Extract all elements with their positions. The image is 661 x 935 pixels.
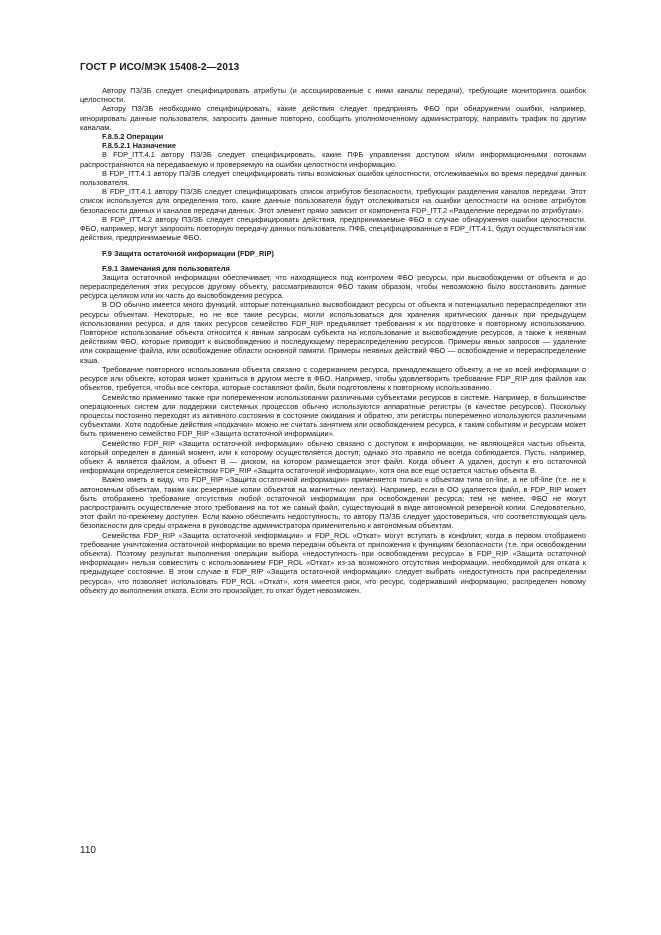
paragraph: Семейство применимо также при попеременном использовании различными субъектами ресурсов в системе. Например, в большинстве операционных систем для поддержки системных процессов обычно используются аппаратные регистры (в качестве ресурсов). Поскольку процессы постоянно переходят из активного состояния в состояние ожидания и обратно, эти регистры попеременно используются различными субъектами. Хотя подобные действия «подкачки» можно не считать занятием или освобождением ресурса, к таким событиям и ресурсам может быть применено семейство FDP_RIP «Защита остаточной информации». (80, 392, 586, 439)
paragraph: Семейство FDP_RIP «Защита остаточной информации» обычно связано с доступом к информации, не являющейся частью объекта, который определен в данный момент, или к которому осуществляется доступ; однако это правило не всегда соблюдается. Пусть, например, объект А является файлом, а объект В — диском, на котором размещается этот файл. Когда объект А удален, доступ к его остаточной информации определяется семейством FDP_RIP «Защита остаточной информации», хотя она все еще остается частью объекта В. (80, 438, 586, 476)
paragraph: Автору ПЗ/ЗБ необходимо специфицировать, какие действия следует предпринять ФБО при обнаружении ошибки, например, игнорировать данные пользователя, запросить данные повторно, сообщить уполномоченному администратору, направить трафик по другим каналам. (80, 104, 586, 132)
section-heading: F.8.5.2.1 Назначение (102, 141, 176, 151)
page-content (80, 86, 586, 595)
paragraph: Автору ПЗ/ЗБ следует специфицировать атрибуты (и ассоциированные с ними каналы передачи), требующие мониторинга ошибок целостности. (80, 86, 586, 105)
paragraph: Защита остаточной информации обеспечивает, что находящиеся под контролем ФБО ресурсы, при высвобождении от объекта и до перераспределения этих ресурсов другому объекту, рассматриваются ФБО таким образом, чтобы невозможно было восстановить данные ресурса целиком или их часть до высвобождения ресурса. (80, 272, 586, 301)
paragraph: В FDP_ITT.4.1 автору ПЗ/ЗБ следует специфицировать, какие ПФБ управления доступом и/или информационными потоками распространяются на передаваемую и проверяемую на ошибки целостности информацию. (80, 150, 586, 169)
section-heading: F.9.1 Замечания для пользователя (102, 263, 230, 273)
section-heading: F.9 Защита остаточной информации (FDP_RIP) (102, 249, 274, 259)
page-number: 110 (80, 845, 96, 856)
paragraph: В FDP_ITT.4.1 автору ПЗ/ЗБ следует специфицировать типы возможных ошибок целостности, отслеживаемых во время передачи данных пользователя. (80, 168, 586, 188)
paragraph: В ОО обычно имеется много функций, которые потенциально высвобождают ресурсы от объекта и потенциально перераспределяют эти ресурсы объектам. Некоторые, но не все такие ресурсы, могли использоваться для хранения критических данных при предыдущем использовании ресурса, и для таких ресурсов семейство FDP_RIP предъявляет требования к их подготовке к повторному использованию. Повторное использование объекта относится к явным запросам субъекта на использование и высвобождение ресурсов, а также к неявным действиям ФБО, которые приводят к высвобождению и последующему перераспределению ресурсов. Примеры явных запросов — удаление или сокращение файла, или освобождение области основной памяти. Примеры неявных действий ФБО — освобождение и перераспределение кэша. (80, 300, 586, 365)
paragraph: Важно иметь в виду, что FDP_RIP «Защита остаточной информации» применяется только к объектам типа on-line, а не off-line (т.е. не к автономным объектам, таким как резервные копии объектов на магнитных лентах). Например, если в ОО удаляется файл, в FDP_RIP может быть отображено требование отсутствия любой остаточной информации при освобождении ресурса; тем не менее, ФБО не могут распространить осуществление этого требования на тот же самый файл, существующий в виде автономной резервной копии. Следовательно, этот файл по-прежнему доступен. Если важно обеспечить недоступность, то автору ПЗ/ЗБ следует удостовериться, что соответствующая цель безопасности для среды отражена в руководстве администратора применительно к автономным объектам. (80, 475, 586, 531)
document-header: ГОСТ Р ИСО/МЭК 15408-2—2013 (80, 62, 240, 73)
section-heading: F.8.5.2 Операции (102, 132, 164, 142)
paragraph: Семейства FDP_RIP «Защита остаточной информации» и FDP_ROL «Откат» могут вступать в конфликт, когда в первом отображено требование уничтожения остаточной информации во время передачи объекта от приложения к функциям безопасности (т.е. при освобождении объекта). Поэтому результат выполнения операции выбора «недоступность при освобождении ресурса» в FDP_RIP «Защита остаточной информации» нельзя совместить с использованием FDP_ROL «Откат» из-за возможного отсутствия информации, необходимой для отката к предыдущее состояние. В этом случае в FDP_RIP «Защита остаточной информации» следует выбрать «недоступность при распределении ресурса», что позволяет использовать FDP_ROL «Откат», хотя имеется риск, что ресурс, содержавший информацию, распределен новому объекту до выполнения отката. Если это произойдет, то откат будет невозможен. (80, 530, 586, 595)
paragraph: В FDP_ITT.4.1 автору ПЗ/ЗБ следует специфицировать список атрибутов безопасности, требующих разделения каналов передачи. Этот список используется для определения того, какие данные пользователя будут отслеживаться на ошибки целостности на основе атрибутов безопасности данных и каналов передачи данных. Этот элемент прямо зависит от компонента FDP_ITT.2 «Разделение передачи по атрибутам». (80, 187, 586, 215)
paragraph: В FDP_ITT.4.2 автору ПЗ/ЗБ следует специфицировать действия, предпринимаемые ФБО в случае обнаружения ошибки целостности. ФБО, например, могут запросить повторную передачу данных пользователя. ПФБ, специфицированные в FDP_ITT.4.1, будут осуществляться как действия, предпринимаемые ФБО. (80, 214, 586, 243)
paragraph: Требование повторного использования объекта связано с содержанием ресурса, принадлежащего объекту, а не ко всей информации о ресурсе или объекте, которая может храниться в другом месте в ФБО. Например, чтобы удовлетворить требование FDP_RIP для файлов как объектов, требуется, чтобы все сектора, которые составляют файл, были подготовлены к повторному использованию. (80, 364, 586, 393)
